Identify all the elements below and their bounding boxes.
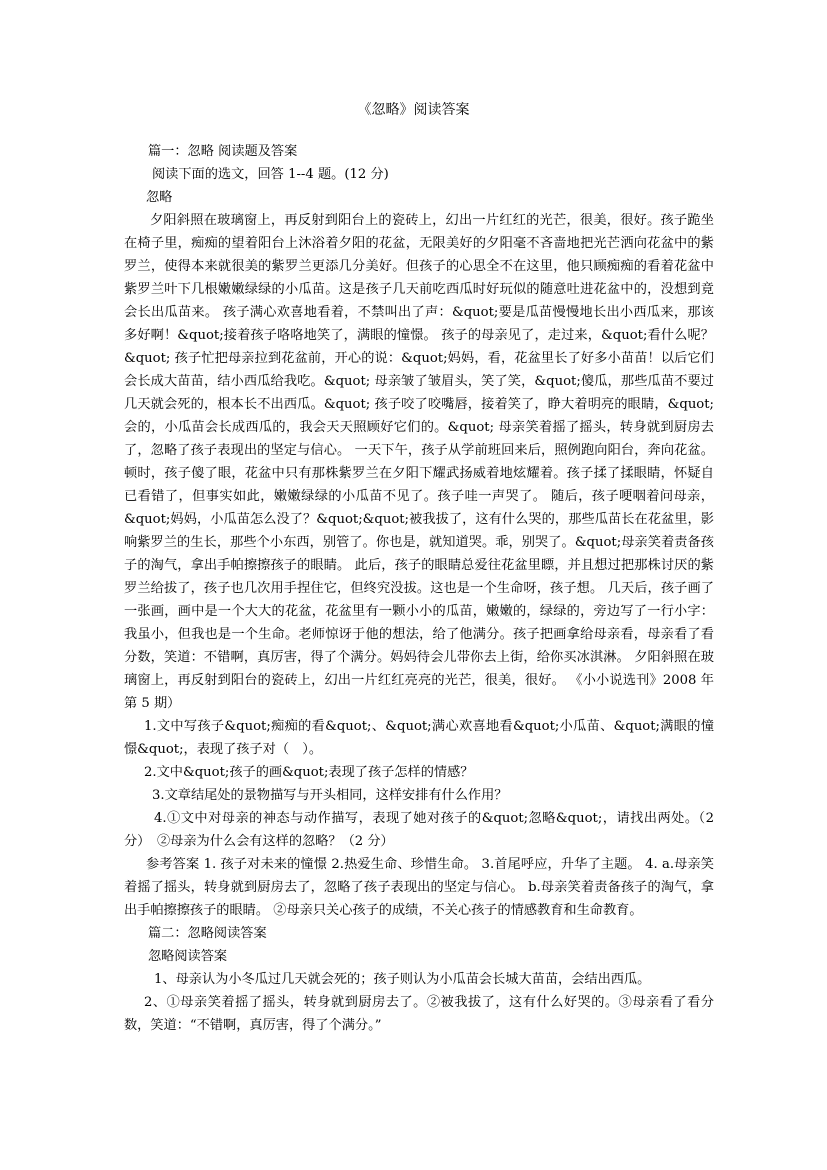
section2-subtitle: 忽略阅读答案	[148, 949, 228, 964]
story-title: 忽略	[146, 190, 173, 205]
question-2: 2.文中&quot;孩子的画&quot;表现了孩子怎样的情感？	[144, 765, 474, 780]
section1-heading: 篇一：忽略 阅读题及答案	[148, 144, 298, 159]
question-3: 3.文章结尾处的景物描写与开头相同，这样安排有什么作用？	[152, 788, 508, 803]
document-title: 《忽略》阅读答案	[357, 102, 470, 118]
section2-answer-2: 2、①母亲笑着摇了摇头，转身就到厨房去了。②被我拔了，这有什么好哭的。③母亲看了看分数，笑道：“不错啊，真厉害，得了个满分。”	[124, 995, 714, 1033]
question-1: 1.文中写孩子&quot;痴痴的看&quot;、&quot;满心欢喜地看&quot;小瓜苗、&quot;满眼的憧憬&quot;，表现了孩子对（ ）。	[124, 719, 714, 757]
question-4: 4.①文中对母亲的神态与动作描写，表现了她对孩子的&quot;忽略&quot;，请找出两处。（2 分） ②母亲为什么会有这样的忽略？（2 分）	[124, 811, 714, 849]
section2-heading: 篇二：忽略阅读答案	[148, 926, 267, 941]
story-paragraph: 夕阳斜照在玻璃窗上，再反射到阳台上的瓷砖上，幻出一片红红的光芒，很美，很好。孩子跪坐在椅子里，痴痴的望着阳台上沐浴着夕阳的花盆，无限美好的夕阳毫不吝啬地把光芒洒向花盆中的紫罗兰，使得本来就很美的紫罗兰更添几分美好。但孩子的心思全不在这里，他只顾痴痴的看着花盆中紫罗兰叶下几根嫩嫩绿绿的小瓜苗。这是孩子几天前吃西瓜时好玩似的随意吐进花盆中的，没想到竟会长出瓜苗来。 孩子满心欢喜地看着，不禁叫出了声：&quot;要是瓜苗慢慢地长出小西瓜来，那该多好啊！&quot;接着孩子咯咯地笑了，满眼的憧憬。 孩子的母亲见了，走过来，&quot;看什么呢？&quot; 孩子忙把母亲拉到花盆前，开心的说：&quot;妈妈，看，花盆里长了好多小苗苗！以后它们会长成大苗苗，结小西瓜给我吃。&quot; 母亲皱了皱眉头，笑了笑，&quot;傻瓜，那些瓜苗不要过几天就会死的，根本长不出西瓜。&quot; 孩子咬了咬嘴唇，接着笑了，睁大着明亮的眼睛，&quot;会的，小瓜苗会长成西瓜的，我会天天照顾好它们的。&quot; 母亲笑着摇了摇头，转身就到厨房去了，忽略了孩子表现出的坚定与信心。 一天下午，孩子从学前班回来后，照例跑向阳台，奔向花盆。顿时，孩子傻了眼，花盆中只有那株紫罗兰在夕阳下耀武扬威着地炫耀着。孩子揉了揉眼睛，怀疑自已看错了，但事实如此，嫩嫩绿绿的小瓜苗不见了。孩子哇一声哭了。 随后，孩子哽咽着问母亲，&quot;妈妈，小瓜苗怎么没了？&quot;&quot;被我拔了，这有什么哭的，那些瓜苗长在花盆里，影响紫罗兰的生长，那些个小东西，别管了。你也是，就知道哭。乖，别哭了。&quot;母亲笑着责备孩子的淘气，拿出手帕擦擦孩子的眼睛。 此后，孩子的眼睛总爱往花盆里瞟，并且想过把那株讨厌的紫罗兰给拔了，孩子也几次用手捏住它，但终究没拔。这也是一个生命呀，孩子想。 几天后，孩子画了一张画，画中是一个大大的花盆，花盆里有一颗小小的瓜苗，嫩嫩的，绿绿的，旁边写了一行小字：我虽小，但我也是一个生命。老师惊讶于他的想法，给了他满分。孩子把画拿给母亲看，母亲看了看分数，笑道：不错啊，真厉害，得了个满分。妈妈待会儿带你去上街，给你买冰淇淋。 夕阳斜照在玻璃窗上，再反射到阳台的瓷砖上，幻出一片红红亮亮的光芒，很美，很好。 《小小说选刊》2008 年第 5 期）	[124, 213, 714, 711]
document-body	[124, 140, 714, 1037]
answer-key: 参考答案 1. 孩子对未来的憧憬 2.热爱生命、珍惜生命。 3.首尾呼应，升华了主题。 4. a.母亲笑着摇了摇头，转身就到厨房去了，忽略了孩子表现出的坚定与信心。 b.母亲笑着责备孩子的淘气，拿出手帕擦擦孩子的眼睛。 ②母亲只关心孩子的成绩，不关心孩子的情感教育和生命教育。	[124, 857, 714, 918]
section2-answer-1: 1、母亲认为小冬瓜过几天就会死的；孩子则认为小瓜苗会长城大苗苗，会结出西瓜。	[154, 972, 651, 987]
instruction-text: 阅读下面的选文，回答 1--4 题。(12 分)	[152, 167, 389, 182]
